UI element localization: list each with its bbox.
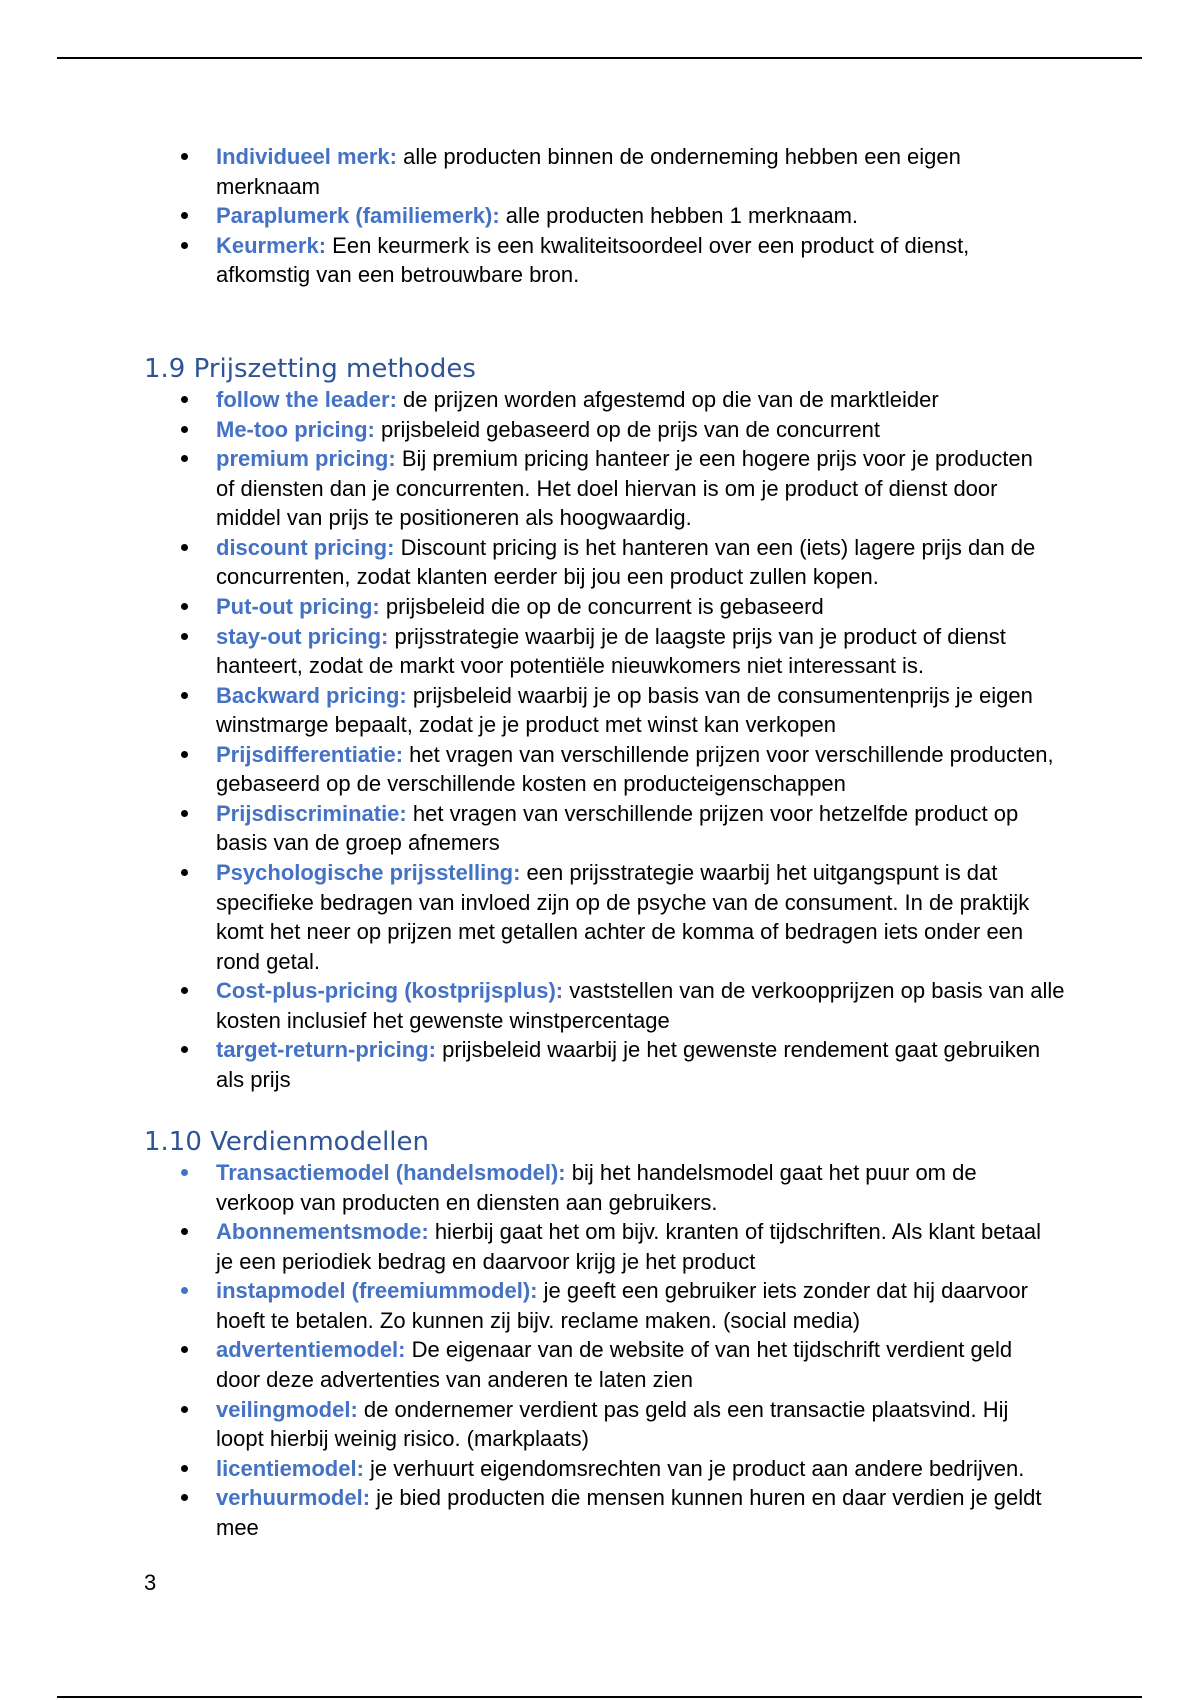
list-item xyxy=(216,231,969,290)
item-line xyxy=(216,1306,1042,1336)
brand-types-list xyxy=(216,142,969,290)
item-text: prijsbeleid waarbij je op basis van de consumentenprijs je eigen xyxy=(412,682,1033,708)
bullet xyxy=(181,396,188,403)
list-item xyxy=(216,385,1065,415)
bullet xyxy=(181,1287,188,1294)
item-text: prijsbeleid waarbij je het gewenste rendement gaat gebruiken xyxy=(442,1037,1041,1063)
bullet xyxy=(181,153,188,160)
list-item xyxy=(216,622,1065,681)
list-item xyxy=(216,592,1065,622)
item-line xyxy=(216,592,1065,622)
bullet xyxy=(181,692,188,699)
item-text: je een periodiek bedrag en daarvoor krijg je het product xyxy=(216,1248,756,1274)
item-text: door deze advertenties van anderen te laten zien xyxy=(216,1366,693,1392)
list-item xyxy=(216,1035,1065,1094)
item-term: licentiemodel: xyxy=(216,1455,364,1481)
item-term: premium pricing: xyxy=(216,446,396,472)
item-text: prijsbeleid gebaseerd op de prijs van de concurrent xyxy=(381,416,880,442)
item-line xyxy=(216,976,1065,1006)
item-term: instapmodel (freemiummodel): xyxy=(216,1278,538,1304)
item-line xyxy=(216,858,1065,888)
list-item xyxy=(216,1158,1042,1217)
item-text: je verhuurt eigendomsrechten van je product aan andere bedrijven. xyxy=(370,1455,1025,1481)
item-line xyxy=(216,231,969,261)
item-text: hoeft te betalen. Zo kunnen zij bijv. reclame maken. (social media) xyxy=(216,1307,861,1333)
item-line xyxy=(216,651,1065,681)
item-text: de ondernemer verdient pas geld als een transactie plaatsvind. Hij xyxy=(363,1396,1009,1422)
item-term: veilingmodel: xyxy=(216,1396,358,1422)
item-line xyxy=(216,740,1065,770)
item-line xyxy=(216,888,1065,918)
list-item xyxy=(216,681,1065,740)
item-line xyxy=(216,444,1065,474)
item-line xyxy=(216,1513,1042,1543)
item-line xyxy=(216,1035,1065,1065)
list-item xyxy=(216,444,1065,533)
item-line xyxy=(216,769,1065,799)
bullet xyxy=(181,751,188,758)
item-line xyxy=(216,415,1065,445)
item-term: Keurmerk: xyxy=(216,232,327,258)
item-line xyxy=(216,385,1065,415)
item-text: de prijzen worden afgestemd op die van de marktleider xyxy=(403,387,939,412)
bullet xyxy=(181,810,188,817)
item-line xyxy=(216,947,1065,977)
bullet xyxy=(181,242,188,249)
bullet xyxy=(181,1169,188,1176)
item-text: vaststellen van de verkoopprijzen op basis van alle xyxy=(569,978,1065,1004)
revenue-models-list xyxy=(216,1158,1042,1542)
list-item xyxy=(216,858,1065,976)
bullet xyxy=(181,603,188,610)
item-line xyxy=(216,1483,1042,1513)
section-heading-pricing-methods: 1.9 Prijszetting methodes xyxy=(144,354,476,384)
item-text: specifieke bedragen van invloed zijn op de psyche van de consument. In de praktijk xyxy=(216,889,1030,915)
list-item xyxy=(216,415,1065,445)
page-number: 3 xyxy=(144,1570,157,1595)
item-text: Bij premium pricing hanteer je een hogere prijs voor je producten xyxy=(401,446,1033,472)
header-rule xyxy=(57,57,1142,59)
item-line xyxy=(216,681,1065,711)
list-item xyxy=(216,1276,1042,1335)
bullet xyxy=(181,426,188,433)
list-item xyxy=(216,1395,1042,1454)
section-heading-revenue-models: 1.10 Verdienmodellen xyxy=(144,1127,430,1157)
item-line xyxy=(216,1335,1042,1365)
item-text: afkomstig van een betrouwbare bron. xyxy=(216,262,580,288)
bullet xyxy=(181,544,188,551)
item-term: Individueel merk: xyxy=(216,144,397,169)
item-term: follow the leader: xyxy=(216,387,397,412)
item-term: advertentiemodel: xyxy=(216,1337,406,1363)
bullet xyxy=(181,987,188,994)
item-text: mee xyxy=(216,1514,259,1540)
item-text: basis van de groep afnemers xyxy=(216,830,500,856)
bullet xyxy=(181,1406,188,1413)
item-line xyxy=(216,1424,1042,1454)
item-text: als prijs xyxy=(216,1066,291,1092)
item-text: bij het handelsmodel gaat het puur om de xyxy=(571,1160,977,1185)
item-line xyxy=(216,917,1065,947)
item-term: Me-too pricing: xyxy=(216,416,375,442)
item-line xyxy=(216,1217,1042,1247)
item-term: Paraplumerk (familiemerk): xyxy=(216,203,500,229)
bullet xyxy=(181,633,188,640)
item-text: of diensten dan je concurrenten. Het doel hiervan is om je product of dienst door xyxy=(216,475,998,501)
item-term: verhuurmodel: xyxy=(216,1485,371,1511)
bullet xyxy=(181,1228,188,1235)
bullet xyxy=(181,1046,188,1053)
item-line xyxy=(216,474,1065,504)
item-line xyxy=(216,1395,1042,1425)
list-item xyxy=(216,976,1065,1035)
item-term: stay-out pricing: xyxy=(216,623,389,649)
item-line xyxy=(216,260,969,290)
item-line xyxy=(216,1276,1042,1306)
bullet xyxy=(181,455,188,462)
bullet xyxy=(181,869,188,876)
item-term: Transactiemodel (handelsmodel): xyxy=(216,1160,566,1185)
item-line xyxy=(216,1158,1042,1188)
list-item xyxy=(216,1335,1042,1394)
item-text: alle producten hebben 1 merknaam. xyxy=(505,203,859,229)
item-line xyxy=(216,1006,1065,1036)
item-text: middel van prijs te positioneren als hoogwaardig. xyxy=(216,505,692,531)
bullet xyxy=(181,1494,188,1501)
item-line xyxy=(216,142,969,172)
item-line xyxy=(216,1454,1042,1484)
item-term: Prijsdifferentiatie: xyxy=(216,741,404,767)
footer-rule xyxy=(57,1696,1142,1698)
list-item xyxy=(216,201,969,231)
item-line xyxy=(216,503,1065,533)
pricing-methods-list xyxy=(216,385,1065,1095)
item-line xyxy=(216,710,1065,740)
item-line xyxy=(216,1065,1065,1095)
item-line xyxy=(216,533,1065,563)
item-text: het vragen van verschillende prijzen voor verschillende producten, xyxy=(409,741,1054,767)
item-term: Abonnementsmode: xyxy=(216,1219,429,1245)
item-text: Discount pricing is het hanteren van een (iets) lagere prijs dan de xyxy=(400,534,1036,560)
item-text: Een keurmerk is een kwaliteitsoordeel over een product of dienst, xyxy=(332,232,970,258)
item-text: je geeft een gebruiker iets zonder dat hij daarvoor xyxy=(543,1278,1028,1304)
list-item xyxy=(216,142,969,201)
item-text: hanteert, zodat de markt voor potentiële nieuwkomers niet interessant is. xyxy=(216,653,925,679)
bullet xyxy=(181,1346,188,1353)
item-line xyxy=(216,1188,1042,1218)
item-text: komt het neer op prijzen met getallen achter de komma of bedragen iets onder een xyxy=(216,919,1024,945)
bullet xyxy=(181,212,188,219)
item-term: target-return-pricing: xyxy=(216,1037,436,1063)
item-text: rond getal. xyxy=(216,948,320,974)
item-text: verkoop van producten en diensten aan gebruikers. xyxy=(216,1189,718,1215)
item-text: het vragen van verschillende prijzen voor hetzelfde product op xyxy=(412,800,1019,826)
item-text: concurrenten, zodat klanten eerder bij jou een product zullen kopen. xyxy=(216,564,879,590)
item-text: winstmarge bepaalt, zodat je je product met winst kan verkopen xyxy=(216,712,836,738)
item-term: discount pricing: xyxy=(216,534,395,560)
list-item xyxy=(216,1217,1042,1276)
item-term: Backward pricing: xyxy=(216,682,407,708)
item-line xyxy=(216,622,1065,652)
item-text: gebaseerd op de verschillende kosten en producteigenschappen xyxy=(216,771,846,797)
item-text: De eigenaar van de website of van het tijdschrift verdient geld xyxy=(411,1337,1013,1363)
item-text: loopt hierbij weinig risico. (markplaats) xyxy=(216,1426,589,1452)
item-text: je bied producten die mensen kunnen huren en daar verdien je geldt xyxy=(376,1485,1042,1511)
item-line xyxy=(216,562,1065,592)
list-item xyxy=(216,533,1065,592)
item-line xyxy=(216,201,969,231)
list-item xyxy=(216,799,1065,858)
bullet xyxy=(181,1465,188,1472)
item-line xyxy=(216,1247,1042,1277)
item-term: Psychologische prijsstelling: xyxy=(216,860,521,885)
list-item xyxy=(216,740,1065,799)
item-term: Prijsdiscriminatie: xyxy=(216,800,407,826)
item-line xyxy=(216,172,969,202)
item-text: kosten inclusief het gewenste winstpercentage xyxy=(216,1007,670,1033)
item-line xyxy=(216,799,1065,829)
item-text: hierbij gaat het om bijv. kranten of tijdschriften. Als klant betaal xyxy=(434,1219,1041,1245)
item-text: merknaam xyxy=(216,173,320,199)
item-line xyxy=(216,1365,1042,1395)
item-text: prijsbeleid die op de concurrent is gebaseerd xyxy=(385,593,824,619)
list-item xyxy=(216,1454,1042,1484)
item-text: alle producten binnen de onderneming hebben een eigen xyxy=(403,144,961,169)
item-text: prijsstrategie waarbij je de laagste prijs van je product of dienst xyxy=(394,623,1006,649)
item-term: Put-out pricing: xyxy=(216,593,380,619)
item-term: Cost-plus-pricing (kostprijsplus): xyxy=(216,978,564,1004)
item-line xyxy=(216,828,1065,858)
list-item xyxy=(216,1483,1042,1542)
item-text: een prijsstrategie waarbij het uitgangspunt is dat xyxy=(526,860,998,885)
